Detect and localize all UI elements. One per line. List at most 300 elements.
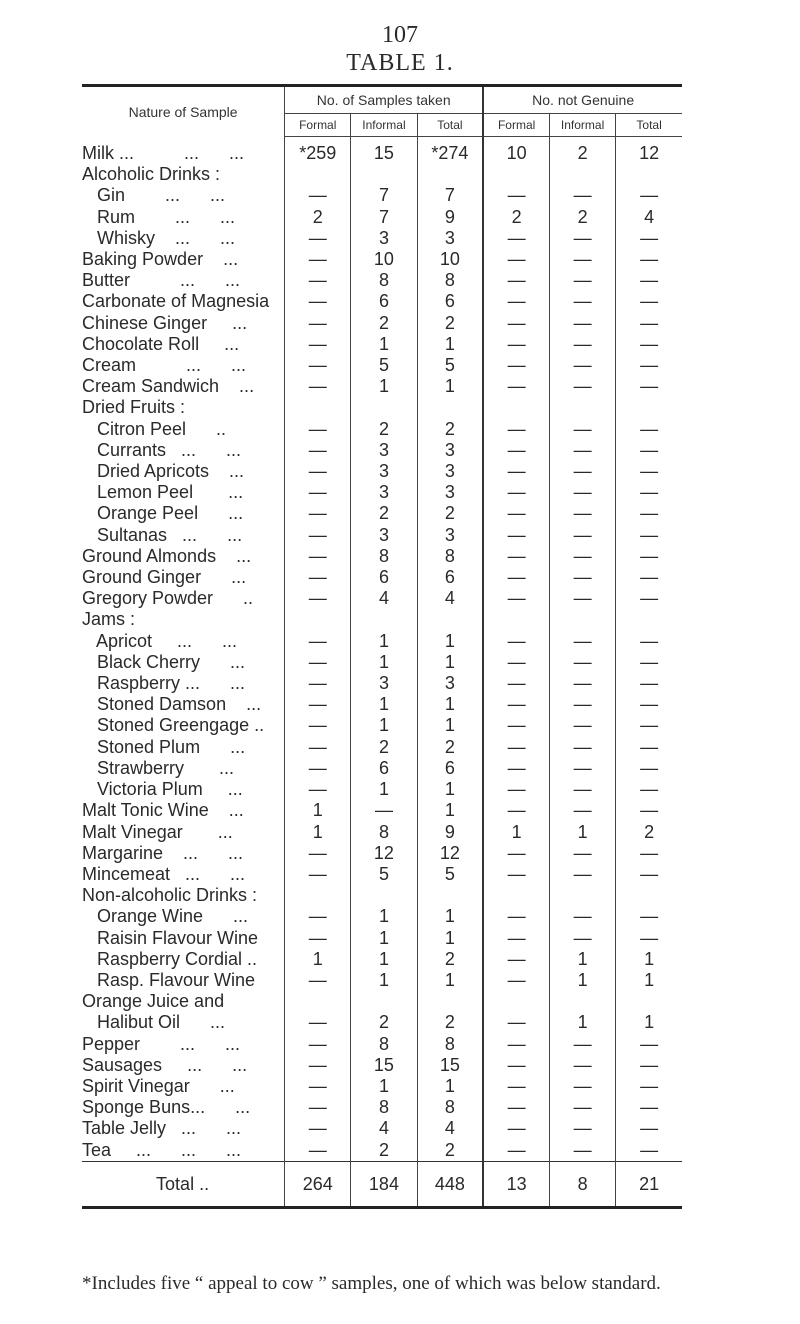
cell-ni xyxy=(549,609,615,630)
cell-nf: — xyxy=(483,461,549,482)
cell-nt: — xyxy=(616,567,682,588)
cell-i: 2 xyxy=(351,737,417,758)
cell-ni: — xyxy=(549,928,615,949)
cell-t xyxy=(417,397,483,418)
total-header: Total xyxy=(417,114,483,137)
cell-nt xyxy=(616,609,682,630)
sample-name: Orange Juice and xyxy=(82,991,225,1012)
total-informal: 184 xyxy=(351,1161,417,1207)
cell-nt xyxy=(616,991,682,1012)
cell-nt: — xyxy=(616,1140,682,1162)
cell-i: 6 xyxy=(351,291,417,312)
cell-t: 1 xyxy=(417,715,483,736)
cell-nf: 2 xyxy=(483,207,549,228)
cell-i: 7 xyxy=(351,207,417,228)
cell-nt: — xyxy=(616,715,682,736)
table-row xyxy=(82,1034,682,1055)
cell-t: 3 xyxy=(417,440,483,461)
cell-nt: — xyxy=(616,270,682,291)
cell-nt: — xyxy=(616,652,682,673)
cell-nf: 10 xyxy=(483,137,549,165)
cell-f xyxy=(285,164,351,185)
total-ng-informal: 8 xyxy=(549,1161,615,1207)
cell-f: — xyxy=(285,928,351,949)
cell-t xyxy=(417,991,483,1012)
cell-i: 3 xyxy=(351,525,417,546)
cell-ni: — xyxy=(549,419,615,440)
table-row xyxy=(82,1097,682,1118)
cell-i xyxy=(351,397,417,418)
cell-i: 3 xyxy=(351,440,417,461)
cell-t: 1 xyxy=(417,970,483,991)
cell-ni: — xyxy=(549,249,615,270)
cell-ni: — xyxy=(549,843,615,864)
cell-t: 2 xyxy=(417,419,483,440)
sample-name: Malt Tonic Wine ... xyxy=(82,800,244,821)
cell-i: 4 xyxy=(351,1118,417,1139)
cell-i: 2 xyxy=(351,1140,417,1162)
cell-nf: — xyxy=(483,355,549,376)
table-row xyxy=(82,715,682,736)
cell-i: 1 xyxy=(351,376,417,397)
nature-header: Nature of Sample xyxy=(82,86,285,137)
sample-name: Malt Vinegar ... xyxy=(82,821,233,842)
ng-informal-header: Informal xyxy=(549,114,615,137)
sample-name: Raspberry Cordial .. xyxy=(82,948,258,969)
cell-nf: — xyxy=(483,1076,549,1097)
sample-name: Rum ... ... xyxy=(82,206,236,227)
cell-nf: — xyxy=(483,652,549,673)
cell-t: 1 xyxy=(417,906,483,927)
cell-i: 2 xyxy=(351,503,417,524)
cell-nf: — xyxy=(483,906,549,927)
cell-nt: — xyxy=(616,864,682,885)
cell-nf: — xyxy=(483,737,549,758)
cell-ni: — xyxy=(549,588,615,609)
cell-nf: — xyxy=(483,758,549,779)
total-row xyxy=(82,1161,682,1207)
sample-name: Halibut Oil ... xyxy=(82,1012,226,1033)
table-row xyxy=(82,228,682,249)
sample-name: Dried Apricots ... xyxy=(82,461,245,482)
cell-f: — xyxy=(285,525,351,546)
cell-ni: 1 xyxy=(549,822,615,843)
cell-f: — xyxy=(285,461,351,482)
cell-f: — xyxy=(285,715,351,736)
cell-nf: — xyxy=(483,1034,549,1055)
cell-nf: — xyxy=(483,313,549,334)
cell-f: — xyxy=(285,376,351,397)
cell-nt: — xyxy=(616,1097,682,1118)
sample-name: Jams : xyxy=(82,609,136,630)
cell-nf: 1 xyxy=(483,822,549,843)
cell-ni xyxy=(549,991,615,1012)
cell-ni xyxy=(549,397,615,418)
cell-ni xyxy=(549,885,615,906)
sample-name: Cream ... ... xyxy=(82,355,247,376)
cell-f: — xyxy=(285,1076,351,1097)
cell-i: 3 xyxy=(351,461,417,482)
cell-nt xyxy=(616,164,682,185)
cell-nf: — xyxy=(483,185,549,206)
cell-ni: — xyxy=(549,376,615,397)
cell-nf: — xyxy=(483,249,549,270)
sample-name: Dried Fruits : xyxy=(82,397,186,418)
cell-nt xyxy=(616,885,682,906)
cell-f: — xyxy=(285,970,351,991)
cell-nf xyxy=(483,991,549,1012)
cell-f xyxy=(285,609,351,630)
cell-t: 2 xyxy=(417,737,483,758)
cell-t: 2 xyxy=(417,949,483,970)
table-row xyxy=(82,652,682,673)
cell-f: — xyxy=(285,503,351,524)
cell-t xyxy=(417,164,483,185)
cell-ni: — xyxy=(549,1097,615,1118)
cell-f: — xyxy=(285,588,351,609)
cell-t: 5 xyxy=(417,355,483,376)
footnote: *Includes five “ appeal to cow ” samples, one of which was below standard. xyxy=(82,1273,661,1294)
cell-nt: — xyxy=(616,355,682,376)
cell-f: — xyxy=(285,291,351,312)
cell-i: 5 xyxy=(351,864,417,885)
cell-f: — xyxy=(285,1118,351,1139)
cell-nt: — xyxy=(616,673,682,694)
table-row xyxy=(82,482,682,503)
cell-f: — xyxy=(285,1140,351,1162)
ng-total-header: Total xyxy=(616,114,682,137)
sample-name: Raisin Flavour Wine xyxy=(82,927,259,948)
sample-name: Stoned Greengage .. xyxy=(82,715,265,736)
cell-f: — xyxy=(285,334,351,355)
cell-nt: 4 xyxy=(616,207,682,228)
cell-t: 1 xyxy=(417,334,483,355)
cell-t: 3 xyxy=(417,461,483,482)
cell-nt: — xyxy=(616,631,682,652)
cell-nt: — xyxy=(616,291,682,312)
cell-i: 3 xyxy=(351,228,417,249)
cell-i: 2 xyxy=(351,313,417,334)
cell-nf: — xyxy=(483,694,549,715)
cell-i: 1 xyxy=(351,631,417,652)
sample-name: Gin ... ... xyxy=(82,185,226,206)
cell-nf: — xyxy=(483,376,549,397)
sample-name: Sultanas ... ... xyxy=(82,524,243,545)
cell-ni: — xyxy=(549,440,615,461)
sample-name: Baking Powder ... xyxy=(82,249,239,270)
total-label: Total .. xyxy=(82,1161,285,1207)
cell-nf xyxy=(483,609,549,630)
table-row xyxy=(82,737,682,758)
cell-ni: — xyxy=(549,482,615,503)
cell-i: 10 xyxy=(351,249,417,270)
table-row xyxy=(82,164,682,185)
table-row xyxy=(82,291,682,312)
sample-name: Citron Peel .. xyxy=(82,418,227,439)
cell-t: 8 xyxy=(417,1034,483,1055)
cell-nt: — xyxy=(616,249,682,270)
cell-f: — xyxy=(285,758,351,779)
cell-ni: — xyxy=(549,694,615,715)
cell-t: 12 xyxy=(417,843,483,864)
informal-header: Informal xyxy=(351,114,417,137)
formal-header: Formal xyxy=(285,114,351,137)
cell-i: 15 xyxy=(351,137,417,165)
cell-nt: — xyxy=(616,228,682,249)
samples-taken-header: No. of Samples taken xyxy=(285,86,484,114)
cell-t: 1 xyxy=(417,631,483,652)
cell-i: 1 xyxy=(351,970,417,991)
sample-name: Chinese Ginger ... xyxy=(82,312,248,333)
cell-nt: — xyxy=(616,800,682,821)
cell-f: — xyxy=(285,673,351,694)
cell-ni: — xyxy=(549,758,615,779)
cell-nt: — xyxy=(616,1076,682,1097)
cell-nf: — xyxy=(483,419,549,440)
sample-name: Margarine ... ... xyxy=(82,842,244,863)
table-row xyxy=(82,503,682,524)
cell-nf: — xyxy=(483,673,549,694)
cell-t: 4 xyxy=(417,1118,483,1139)
table-row xyxy=(82,885,682,906)
cell-f: — xyxy=(285,1034,351,1055)
cell-nf: — xyxy=(483,291,549,312)
cell-ni: — xyxy=(549,1076,615,1097)
cell-f: — xyxy=(285,270,351,291)
sample-name: Tea ... ... ... xyxy=(82,1139,242,1160)
table-row xyxy=(82,1012,682,1033)
cell-i: 3 xyxy=(351,673,417,694)
cell-nf: — xyxy=(483,864,549,885)
cell-t: 7 xyxy=(417,185,483,206)
cell-nt: — xyxy=(616,1118,682,1139)
table-row xyxy=(82,207,682,228)
cell-t: 6 xyxy=(417,291,483,312)
cell-ni: — xyxy=(549,864,615,885)
cell-nt: — xyxy=(616,758,682,779)
cell-ni: — xyxy=(549,906,615,927)
cell-nf: — xyxy=(483,334,549,355)
cell-ni: — xyxy=(549,673,615,694)
sample-name: Ground Almonds ... xyxy=(82,545,252,566)
sample-name: Rasp. Flavour Wine xyxy=(82,969,256,990)
cell-i: 15 xyxy=(351,1055,417,1076)
cell-f: — xyxy=(285,631,351,652)
cell-t: 1 xyxy=(417,800,483,821)
cell-t: 2 xyxy=(417,1140,483,1162)
sample-name: Chocolate Roll ... xyxy=(82,333,240,354)
cell-nf: — xyxy=(483,715,549,736)
cell-ni: — xyxy=(549,1140,615,1162)
cell-ni: — xyxy=(549,715,615,736)
table-row xyxy=(82,546,682,567)
cell-nf: — xyxy=(483,503,549,524)
sample-name: Apricot ... ... xyxy=(82,630,238,651)
cell-nf: — xyxy=(483,1055,549,1076)
sample-name: Orange Wine ... xyxy=(82,906,249,927)
cell-t: 15 xyxy=(417,1055,483,1076)
sample-name: Sponge Buns... ... xyxy=(82,1097,251,1118)
cell-i: 1 xyxy=(351,334,417,355)
cell-t: 10 xyxy=(417,249,483,270)
cell-t: 1 xyxy=(417,376,483,397)
cell-ni: — xyxy=(549,503,615,524)
cell-ni: — xyxy=(549,313,615,334)
cell-f: 1 xyxy=(285,949,351,970)
cell-nt: — xyxy=(616,334,682,355)
cell-ni: — xyxy=(549,355,615,376)
sample-name: Currants ... ... xyxy=(82,439,242,460)
cell-f: — xyxy=(285,185,351,206)
cell-i: 5 xyxy=(351,355,417,376)
cell-i: 1 xyxy=(351,694,417,715)
cell-f xyxy=(285,885,351,906)
cell-ni: — xyxy=(549,652,615,673)
sample-name: Whisky ... ... xyxy=(82,227,236,248)
cell-i: 8 xyxy=(351,270,417,291)
cell-nf: — xyxy=(483,1097,549,1118)
cell-ni: — xyxy=(549,1034,615,1055)
cell-i: 1 xyxy=(351,928,417,949)
cell-f: — xyxy=(285,779,351,800)
cell-t: 1 xyxy=(417,652,483,673)
cell-ni: — xyxy=(549,779,615,800)
table-row xyxy=(82,355,682,376)
cell-f: — xyxy=(285,1055,351,1076)
sample-name: Stoned Plum ... xyxy=(82,736,246,757)
table-row xyxy=(82,1118,682,1139)
cell-t: 4 xyxy=(417,588,483,609)
table-row xyxy=(82,631,682,652)
cell-f: — xyxy=(285,249,351,270)
sample-name: Sausages ... ... xyxy=(82,1054,248,1075)
sample-name: Ground Ginger ... xyxy=(82,567,247,588)
table-row xyxy=(82,567,682,588)
cell-nt: — xyxy=(616,482,682,503)
cell-f: — xyxy=(285,355,351,376)
cell-f: — xyxy=(285,864,351,885)
cell-i: 1 xyxy=(351,779,417,800)
cell-nt: 2 xyxy=(616,822,682,843)
cell-nf: — xyxy=(483,949,549,970)
cell-t: 2 xyxy=(417,1012,483,1033)
cell-t: 3 xyxy=(417,228,483,249)
cell-nf: — xyxy=(483,270,549,291)
cell-ni: — xyxy=(549,185,615,206)
cell-nt: 1 xyxy=(616,1012,682,1033)
cell-f: — xyxy=(285,313,351,334)
sample-name: Raspberry ... ... xyxy=(82,673,246,694)
ng-formal-header: Formal xyxy=(483,114,549,137)
sample-name: Butter ... ... xyxy=(82,270,241,291)
cell-f: — xyxy=(285,906,351,927)
cell-t: 1 xyxy=(417,779,483,800)
cell-ni: — xyxy=(549,525,615,546)
cell-nf: — xyxy=(483,228,549,249)
cell-i: 1 xyxy=(351,949,417,970)
table-row xyxy=(82,440,682,461)
cell-nf: — xyxy=(483,800,549,821)
cell-nf: — xyxy=(483,588,549,609)
cell-f: — xyxy=(285,1097,351,1118)
cell-t: 8 xyxy=(417,1097,483,1118)
cell-i: 8 xyxy=(351,822,417,843)
cell-nt: — xyxy=(616,1034,682,1055)
cell-t: 6 xyxy=(417,567,483,588)
cell-f: — xyxy=(285,546,351,567)
cell-i: 1 xyxy=(351,906,417,927)
cell-nt: 1 xyxy=(616,970,682,991)
cell-nf: — xyxy=(483,631,549,652)
cell-f: — xyxy=(285,652,351,673)
sample-name: Orange Peel ... xyxy=(82,503,244,524)
table-row xyxy=(82,864,682,885)
cell-i: 1 xyxy=(351,1076,417,1097)
cell-f: — xyxy=(285,737,351,758)
cell-t: 3 xyxy=(417,482,483,503)
sample-name: Pepper ... ... xyxy=(82,1033,241,1054)
samples-table xyxy=(82,84,682,1209)
cell-t: 9 xyxy=(417,207,483,228)
cell-t xyxy=(417,609,483,630)
sample-name: Milk ... ... ... xyxy=(82,142,245,163)
cell-t: *274 xyxy=(417,137,483,165)
cell-ni: — xyxy=(549,567,615,588)
cell-ni: — xyxy=(549,291,615,312)
cell-f: — xyxy=(285,1012,351,1033)
cell-t: 5 xyxy=(417,864,483,885)
sample-name: Victoria Plum ... xyxy=(82,779,243,800)
cell-nt: — xyxy=(616,525,682,546)
sample-name: Non-alcoholic Drinks : xyxy=(82,885,258,906)
cell-i xyxy=(351,609,417,630)
table-row xyxy=(82,1055,682,1076)
cell-f: — xyxy=(285,843,351,864)
cell-nf: — xyxy=(483,482,549,503)
sample-name: Alcoholic Drinks : xyxy=(82,164,221,185)
table-row xyxy=(82,588,682,609)
total-ng-total: 21 xyxy=(616,1161,682,1207)
table-row xyxy=(82,928,682,949)
cell-nf: — xyxy=(483,567,549,588)
cell-i: 8 xyxy=(351,1034,417,1055)
cell-nt: — xyxy=(616,461,682,482)
cell-f: — xyxy=(285,440,351,461)
table-row xyxy=(82,694,682,715)
cell-ni: — xyxy=(549,546,615,567)
table-row xyxy=(82,313,682,334)
cell-t: 1 xyxy=(417,928,483,949)
cell-t: 9 xyxy=(417,822,483,843)
cell-nf: — xyxy=(483,546,549,567)
cell-t: 3 xyxy=(417,673,483,694)
total-ng-formal: 13 xyxy=(483,1161,549,1207)
cell-i: 1 xyxy=(351,715,417,736)
sample-name: Gregory Powder .. xyxy=(82,588,254,609)
page-number: 107 xyxy=(382,22,418,48)
total-formal: 264 xyxy=(285,1161,351,1207)
cell-i xyxy=(351,164,417,185)
cell-ni: — xyxy=(549,334,615,355)
cell-i: 4 xyxy=(351,588,417,609)
cell-ni: — xyxy=(549,737,615,758)
table-row xyxy=(82,461,682,482)
sample-name: Black Cherry ... xyxy=(82,651,246,672)
cell-nf: — xyxy=(483,1012,549,1033)
table-row xyxy=(82,137,682,165)
cell-t xyxy=(417,885,483,906)
table-row xyxy=(82,758,682,779)
